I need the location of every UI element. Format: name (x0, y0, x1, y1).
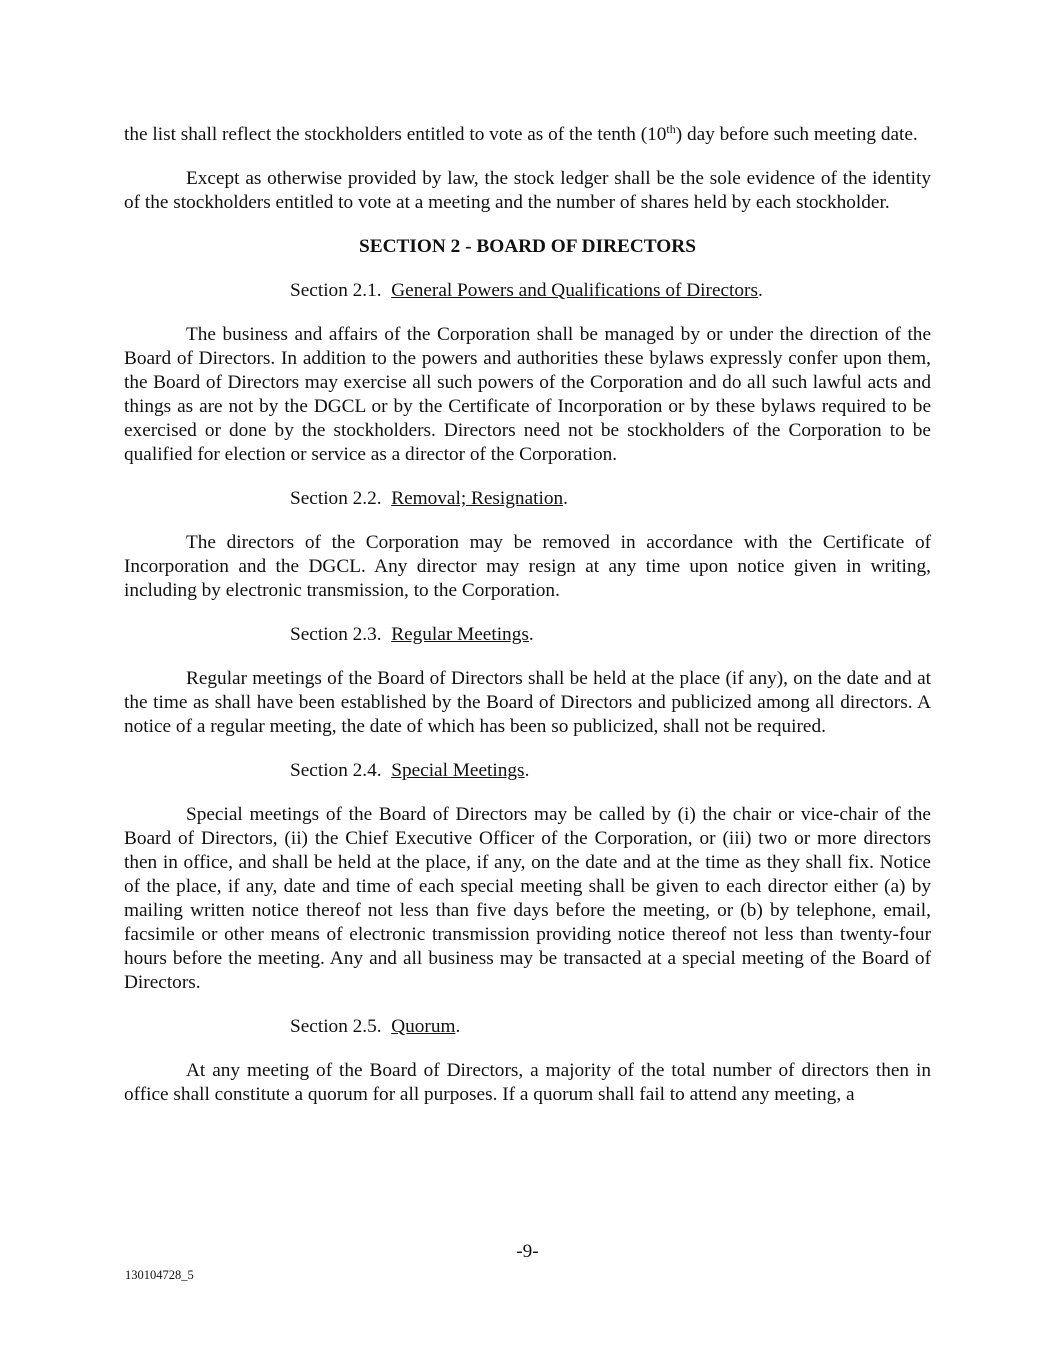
subsection-title: Special Meetings (391, 760, 525, 781)
subsection-label: Section 2.1. (290, 280, 382, 301)
subsection-label: Section 2.3. (290, 624, 382, 645)
subsection-body-2-2: The directors of the Corporation may be removed in accordance with the Certificate of Incorporation and the DGCL. Any director may resign at any time upon notice given in writing, including by electronic transmission, to the Corporation. (124, 532, 931, 601)
ordinal-superscript: th (666, 122, 676, 136)
subsection-heading-2-1: Section 2.1. General Powers and Qualifications of Directors. (290, 280, 763, 301)
subsection-body-2-4: Special meetings of the Board of Directors may be called by (i) the chair or vice-chair of the Board of Directors, (ii) the Chief Executive Officer of the Corporation, or (iii) two or more directors then in office, and shall be held at the place, if any, on the date and at the time as they shall fix. Notice of the place, if any, date and time of each special meeting shall be given to each director either (a) by mailing written notice thereof not less than five days before the meeting, or (b) by telephone, email, facsimile or other means of electronic transmission providing notice thereof not less than twenty-four hours before the meeting. Any and all business may be transacted at a special meeting of the Board of Directors. (124, 804, 931, 993)
subsection-heading-2-5: Section 2.5. Quorum. (290, 1016, 461, 1037)
document-id: 130104728_5 (125, 1268, 194, 1282)
paragraph-stock-ledger: Except as otherwise provided by law, the stock ledger shall be the sole evidence of the identity of the stockholders entitled to vote at a meeting and the number of shares held by each stockholder. (124, 168, 931, 213)
subsection-label: Section 2.2. (290, 488, 382, 509)
subsection-body-2-1: The business and affairs of the Corporation shall be managed by or under the direction of the Board of Directors. In addition to the powers and authorities these bylaws expressly confer upon them, the Board of Directors may exercise all such powers of the Corporation and do all such lawful acts and things as are not by the DGCL or by the Certificate of Incorporation or by these bylaws required to be exercised or done by the stockholders. Directors need not be stockholders of the Corporation to be qualified for election or service as a director of the Corporation. (124, 324, 931, 465)
subsection-heading-2-3: Section 2.3. Regular Meetings. (290, 624, 534, 645)
subsection-heading-2-2: Section 2.2. Removal; Resignation. (290, 488, 568, 509)
subsection-title: Regular Meetings (391, 624, 529, 645)
page-number: -9- (516, 1241, 539, 1262)
subsection-body-2-3: Regular meetings of the Board of Directors shall be held at the place (if any), on the date and at the time as shall have been established by the Board of Directors and publicized among all directors. A notice of a regular meeting, the date of which has been so publicized, shall not be required. (124, 668, 931, 737)
section-heading: SECTION 2 - BOARD OF DIRECTORS (359, 236, 696, 257)
subsection-heading-2-4: Section 2.4. Special Meetings. (290, 760, 530, 781)
document-page (124, 123, 931, 1107)
paragraph-continuation: the list shall reflect the stockholders entitled to vote as of the tenth (10th) day before such meeting date. (124, 122, 918, 145)
subsection-label: Section 2.4. (290, 760, 382, 781)
subsection-title: Quorum (391, 1016, 456, 1037)
subsection-body-2-5: At any meeting of the Board of Directors, a majority of the total number of directors then in office shall constitute a quorum for all purposes. If a quorum shall fail to attend any meeting, a (124, 1060, 931, 1105)
subsection-label: Section 2.5. (290, 1016, 382, 1037)
subsection-title: Removal; Resignation (391, 488, 564, 509)
subsection-title: General Powers and Qualifications of Directors (391, 280, 758, 301)
